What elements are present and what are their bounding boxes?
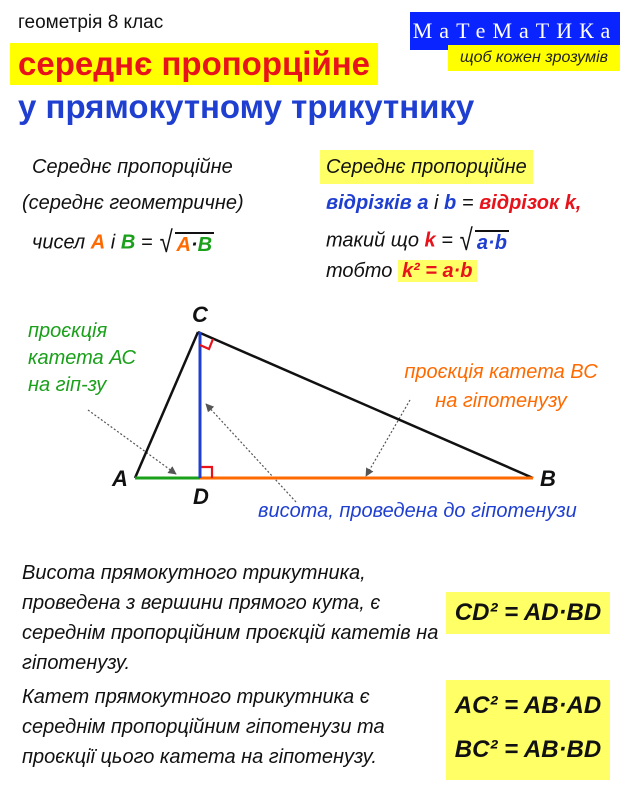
right-angle-c xyxy=(200,339,213,349)
right-definition-line4: тобто k² = a·b xyxy=(326,260,477,283)
numbers-word: чисел xyxy=(32,231,86,254)
formula-legs-box xyxy=(446,680,610,780)
projection-ac-caption: проєкція катета АС на гіп-зу xyxy=(28,320,136,396)
left-definition-line2: (середнє геометричне) xyxy=(22,192,244,214)
page-title: середнє пропорційне xyxy=(10,43,378,85)
pointer-cd xyxy=(206,404,296,502)
pointer-ad xyxy=(88,410,176,474)
grade-label: геометрія 8 клас xyxy=(18,12,164,33)
statement-height: Висота прямокутного трикутника, проведена з вершини прямого кута, є середнім пропорційним проєкцій катетів на гіпотенузу. xyxy=(22,562,439,674)
brand-slogan: щоб кожен зрозумів xyxy=(448,45,620,71)
right-definition-line3: такий що k = √ a·b xyxy=(326,224,507,257)
k-squared-formula: k² = a·b xyxy=(398,260,477,282)
equals-sign: = xyxy=(140,231,153,254)
radical-icon: √ xyxy=(159,226,173,259)
page-subtitle: у прямокутному трикутнику xyxy=(18,88,475,125)
statement-leg: Катет прямокутного трикутника є середнім пропорційним гіпотенузи та проєкції цього катета на гіпотенузу. xyxy=(22,686,385,768)
var-b: B xyxy=(120,231,136,254)
right-definition-line1: Середнє пропорційне xyxy=(320,150,533,184)
formula-cd: CD² = AD·BD xyxy=(446,592,610,634)
brand-logo: МаТеМаТИКа xyxy=(410,12,620,50)
vertex-c-label: C xyxy=(192,302,208,327)
point-d-label: D xyxy=(193,484,209,509)
radical-icon: √ xyxy=(460,224,474,257)
formula-ac: AC² = AB·AD xyxy=(454,692,602,719)
right-definition-line2: відрізків a і b = відрізок k, xyxy=(326,192,582,214)
sqrt-argument: A·B xyxy=(176,234,213,256)
vertex-a-label: A xyxy=(112,466,128,491)
conjunction: і xyxy=(110,231,116,254)
formula-bc: BC² = AB·BD xyxy=(454,736,602,763)
height-caption: висота, проведена до гіпотенузи xyxy=(258,500,577,522)
vertex-b-label: B xyxy=(540,466,556,491)
sqrt-argument-ab: a·b xyxy=(476,232,507,254)
left-definition-line1: Середнє пропорційне xyxy=(32,156,233,178)
side-ac xyxy=(135,332,198,478)
right-angle-d xyxy=(201,467,212,478)
var-a: A xyxy=(90,231,106,254)
projection-bc-caption: проєкція катета ВС на гіпотенузу xyxy=(404,361,598,412)
